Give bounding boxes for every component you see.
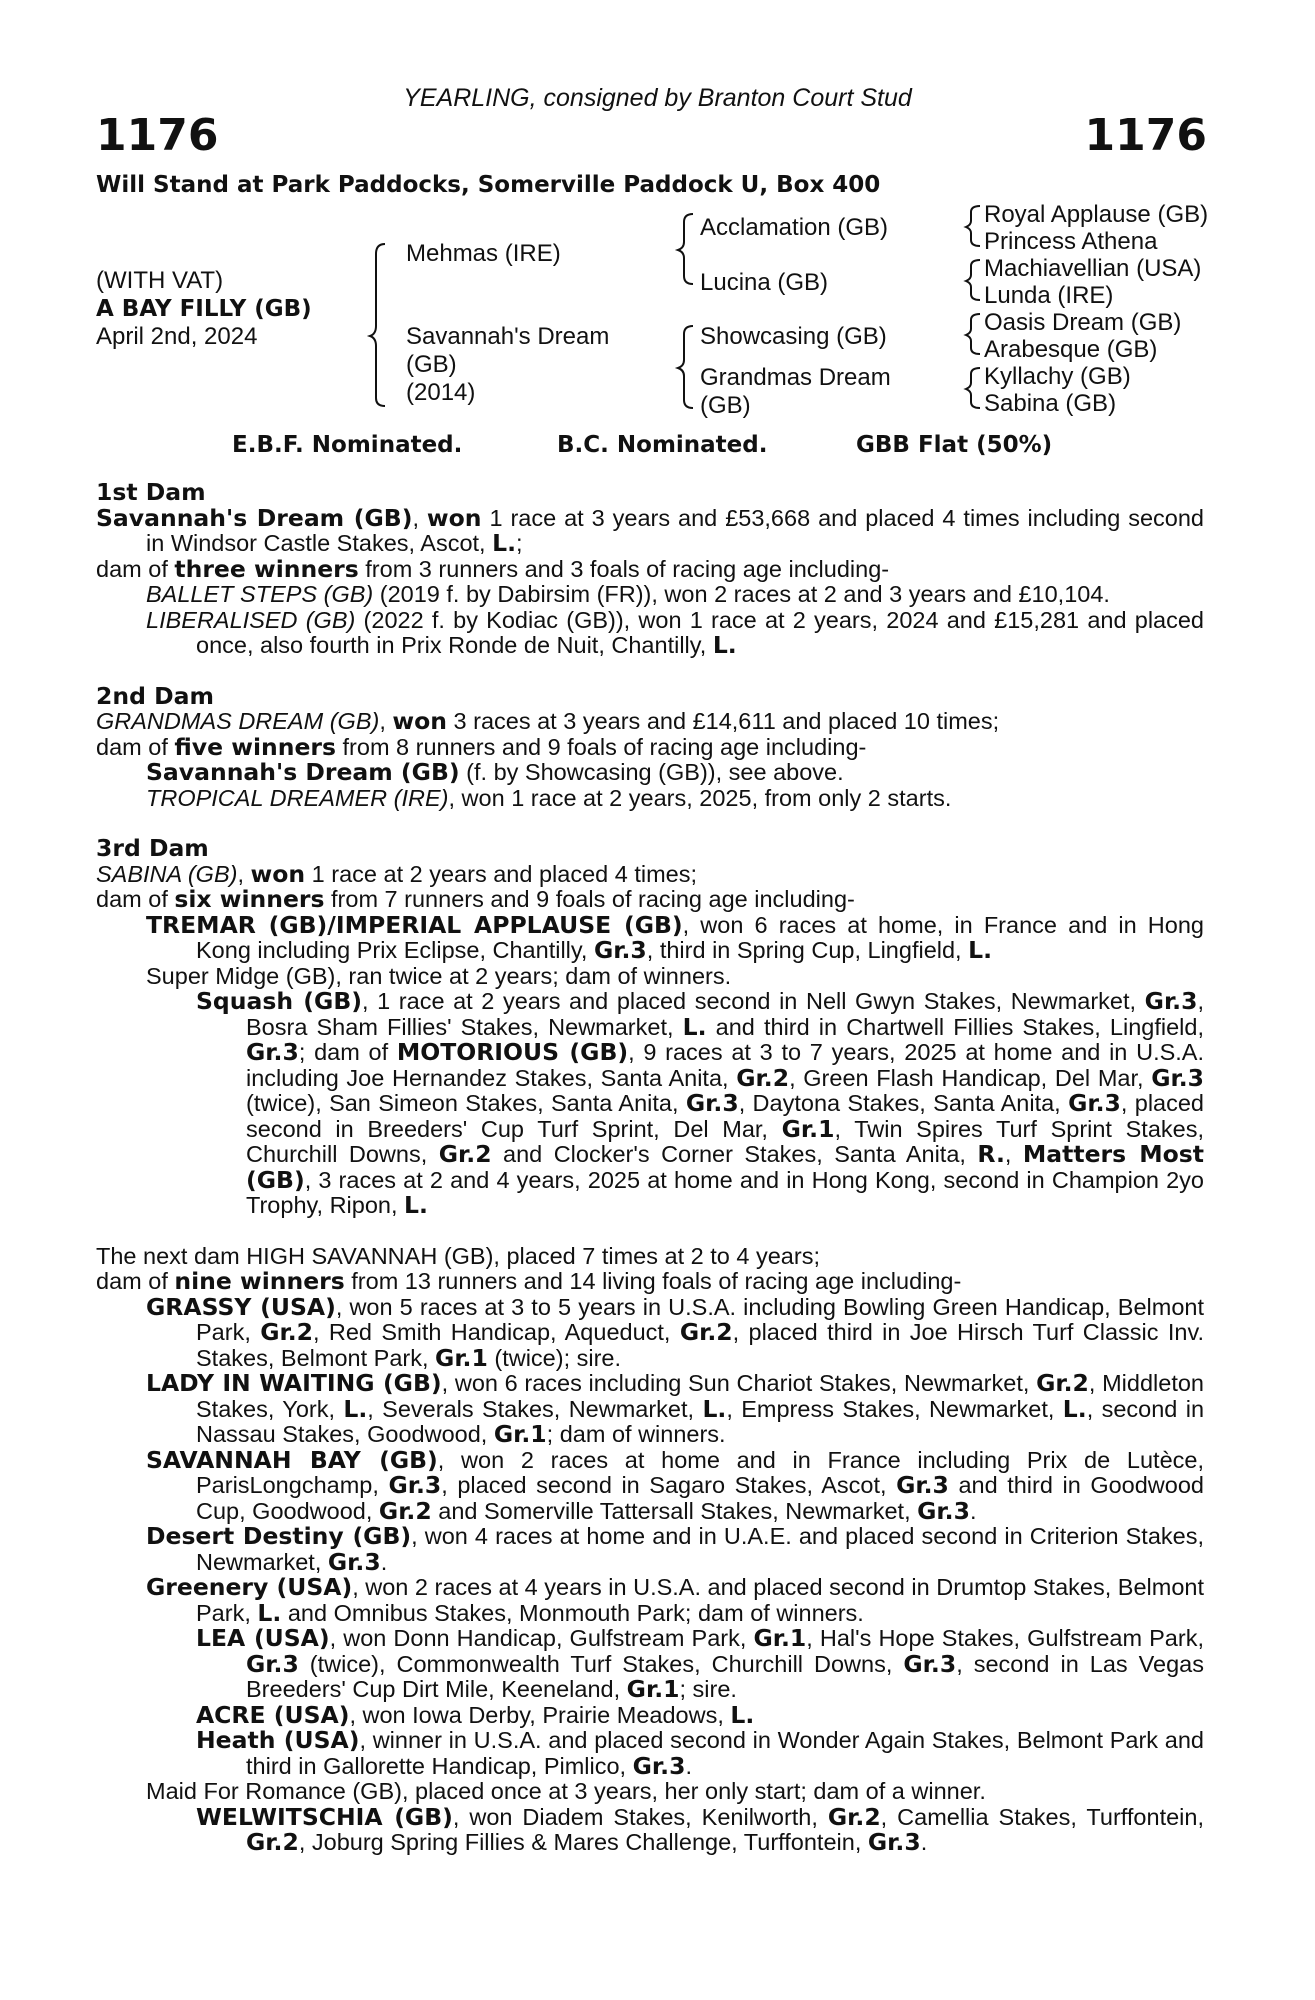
dam-foaled-year: (2014) xyxy=(406,379,476,406)
ggp-8: Sabina (GB) xyxy=(984,390,1117,417)
first-dam-heading: 1st Dam xyxy=(96,478,206,506)
ggp-2: Princess Athena xyxy=(984,228,1158,255)
next-dam-grand-produce-3: Heath (USA), winner in U.S.A. and placed second in Wonder Again Stakes, Belmont Park and third in Gallorette Handicap, Pimlico, Gr.3. xyxy=(196,1726,1204,1780)
ggp-1: Royal Applause (GB) xyxy=(984,201,1209,228)
third-dam-record: SABINA (GB), won 1 race at 2 years and placed 4 times; xyxy=(96,859,698,888)
first-dam-section xyxy=(96,480,1204,659)
first-dam-produce-summary: dam of three winners from 3 runners and 3 foals of racing age including- xyxy=(96,554,890,583)
dam-sire-name: Showcasing (GB) xyxy=(700,323,887,350)
first-dam-produce-2: LIBERALISED (GB) (2022 f. by Kodiac (GB)), won 1 race at 2 years, 2024 and £15,281 and placed once, also fourth in Prix Ronde de Nuit, Chantilly, L. xyxy=(146,606,1204,659)
vat-note: (WITH VAT) xyxy=(96,267,224,294)
stand-location: Will Stand at Park Paddocks, Somerville Paddock U, Box 400 xyxy=(96,172,881,198)
sire-name: Mehmas (IRE) xyxy=(406,240,561,267)
third-dam-produce-1: TREMAR (GB)/IMPERIAL APPLAUSE (GB), won 6 races at home, in France and in Hong Kong including Prix Eclipse, Chantilly, Gr.3, third in Spring Cup, Lingfield, L. xyxy=(146,910,1204,964)
next-dam-produce-6: Maid For Romance (GB), placed once at 3 years, her only start; dam of a winner. xyxy=(146,1778,986,1804)
ebf-nomination: E.B.F. Nominated. xyxy=(232,432,463,458)
first-dam-record: Savannah's Dream (GB), won 1 race at 3 years and £53,668 and placed 4 times including second in Windsor Castle Stakes, Ascot, L.; xyxy=(96,503,1204,557)
foaling-date: April 2nd, 2024 xyxy=(96,323,258,350)
lot-horse-name: A BAY FILLY (GB) xyxy=(96,296,312,322)
ggp-5: Oasis Dream (GB) xyxy=(984,309,1182,336)
third-dam-grand-produce-1: Squash (GB), 1 race at 2 years and placed second in Nell Gwyn Stakes, Newmarket, Gr.3, Bosra Sham Fillies' Stakes, Newmarket, L. and third in Chartwell Fillies Stakes, Lingfield, Gr.3; dam of MOTORIOUS (GB), 9 races at 3 to 7 years, 2025 at home and in U.S.A. including Joe Hernandez Stakes, Santa Anita, Gr.2, Green Flash Handicap, Del Mar, Gr.3 (twice), San Simeon Stakes, Santa Anita, Gr.3, Daytona Stakes, Santa Anita, Gr.3, placed second in Breeders' Cup Turf Sprint, Del Mar, Gr.1, Twin Spires Turf Sprint Stakes, Churchill Downs, Gr.2 and Clocker's Corner Stakes, Santa Anita, R., Matters Most (GB), 3 races at 2 and 4 years, 2025 at home and in Hong Kong, second in Champion 2yo Trophy, Ripon, L. xyxy=(196,987,1205,1219)
dam-name-line1: Savannah's Dream xyxy=(406,323,610,350)
consignment-line: YEARLING, consigned by Branton Court Stud xyxy=(403,84,912,112)
next-dam-record: The next dam HIGH SAVANNAH (GB), placed 7 times at 2 to 4 years; xyxy=(96,1242,820,1269)
dam-dam-name-line1: Grandmas Dream xyxy=(700,364,891,391)
next-dam-produce-4: Desert Destiny (GB), won 4 races at home and in U.A.E. and placed second in Criterion Stakes, Newmarket, Gr.3. xyxy=(146,1522,1204,1576)
third-dam-heading: 3rd Dam xyxy=(96,834,209,862)
next-dam-produce-summary: dam of nine winners from 13 runners and 14 living foals of racing age including- xyxy=(96,1267,962,1295)
next-dam-produce-1: GRASSY (USA), won 5 races at 3 to 5 years in U.S.A. including Bowling Green Handicap, Belmont Park, Gr.2, Red Smith Handicap, Aqueduct, Gr.2, placed third in Joe Hirsch Turf Classic Inv. Stakes, Belmont Park, Gr.1 (twice); sire. xyxy=(146,1292,1204,1372)
first-dam-produce-1: BALLET STEPS (GB) (2019 f. by Dabirsim (FR)), won 2 races at 2 and 3 years and £10,104. xyxy=(146,581,1110,607)
dam-dam-name-line2: (GB) xyxy=(700,392,751,419)
next-dam-section xyxy=(96,1244,1204,1856)
next-dam-grand-produce-1: LEA (USA), won Donn Handicap, Gulfstream Park, Gr.1, Hal's Hope Stakes, Gulfstream Park, Gr.3 (twice), Commonwealth Turf Stakes, Churchill Downs, Gr.3, second in Las Vegas Breeders' Cup Dirt Mile, Keeneland, Gr.1; sire. xyxy=(196,1624,1204,1703)
sire-dam-name: Lucina (GB) xyxy=(700,269,829,296)
dam-name-line2: (GB) xyxy=(406,351,457,378)
ggp-3: Machiavellian (USA) xyxy=(984,255,1202,282)
ggp-4: Lunda (IRE) xyxy=(984,282,1114,309)
second-dam-produce-2: TROPICAL DREAMER (IRE), won 1 race at 2 years, 2025, from only 2 starts. xyxy=(146,784,952,811)
catalogue-body xyxy=(96,480,1204,1856)
second-dam-section xyxy=(96,681,1204,812)
ggp-6: Arabesque (GB) xyxy=(984,336,1158,363)
second-dam-heading: 2nd Dam xyxy=(96,681,214,710)
lot-number-right: 1176 xyxy=(1084,110,1207,161)
second-dam-produce-1: Savannah's Dream (GB) (f. by Showcasing (GB)), see above. xyxy=(146,758,844,786)
next-dam-produce-2: LADY IN WAITING (GB), won 6 races including Sun Chariot Stakes, Newmarket, Gr.2, Middleton Stakes, York, L., Severals Stakes, Newmarket, L., Empress Stakes, Newmarket, L., second in Nassau Stakes, Goodwood, Gr.1; dam of winners. xyxy=(146,1369,1205,1448)
sire-sire-name: Acclamation (GB) xyxy=(700,214,889,241)
next-dam-produce-5: Greenery (USA), won 2 races at 4 years in U.S.A. and placed second in Drumtop Stakes, Belmont Park, L. and Omnibus Stakes, Monmouth Park; dam of winners. xyxy=(146,1573,1204,1627)
ggp-7: Kyllachy (GB) xyxy=(984,363,1131,390)
bc-nomination: B.C. Nominated. xyxy=(557,432,768,458)
third-dam-produce-summary: dam of six winners from 7 runners and 9 foals of racing age including- xyxy=(96,885,855,913)
third-dam-section xyxy=(96,836,1204,1219)
next-dam-produce-3: SAVANNAH BAY (GB), won 2 races at home and in France including Prix de Lutèce, ParisLongchamp, Gr.3, placed second in Sagaro Stakes, Ascot, Gr.3 and third in Goodwood Cup, Goodwood, Gr.2 and Somerville Tattersall Stakes, Newmarket, Gr.3. xyxy=(146,1445,1204,1525)
third-dam-produce-2: Super Midge (GB), ran twice at 2 years; dam of winners. xyxy=(146,962,732,989)
gbb-flat: GBB Flat (50%) xyxy=(856,432,1053,458)
next-dam-grand-produce-2: ACRE (USA), won Iowa Derby, Prairie Meadows, L. xyxy=(196,1700,755,1729)
second-dam-produce-summary: dam of five winners from 8 runners and 9 foals of racing age including- xyxy=(96,732,867,761)
next-dam-grand-produce-4: WELWITSCHIA (GB), won Diadem Stakes, Kenilworth, Gr.2, Camellia Stakes, Turffontein, Gr.2, Joburg Spring Fillies & Mares Challenge, Turffontein, Gr.3. xyxy=(196,1802,1204,1856)
second-dam-record: GRANDMAS DREAM (GB), won 3 races at 3 years and £14,611 and placed 10 times; xyxy=(96,707,1000,735)
lot-number-left: 1176 xyxy=(96,110,219,161)
